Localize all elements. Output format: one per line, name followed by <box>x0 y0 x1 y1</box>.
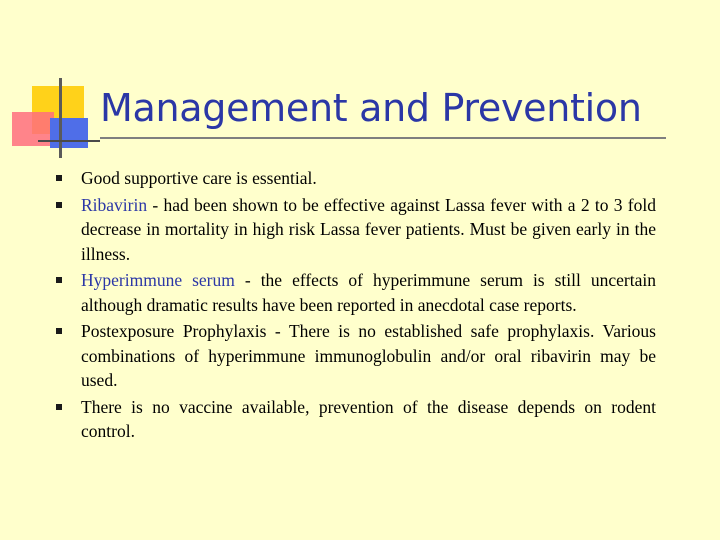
bullet-text: - the effects of hyperimmune serum is still uncertain although dramatic results have been reported in anecdotal case reports. <box>81 270 656 315</box>
slide-title: Management and Prevention <box>100 86 642 130</box>
bullet-text: - had been shown to be effective against Lassa fever with a 2 to 3 fold decrease in mortality in high risk Lassa fever patients. Must be given early in the illness. <box>81 194 656 264</box>
vertical-line-decoration <box>59 78 62 158</box>
square-bullet-icon <box>56 202 62 208</box>
square-bullet-icon <box>56 404 62 410</box>
bullet-item <box>52 268 656 317</box>
bullet-item <box>52 166 656 191</box>
bullet-lead-term: Ribavirin <box>81 194 148 215</box>
blue-square-decoration <box>50 118 88 148</box>
bullet-lead-term: Hyperimmune serum <box>81 270 235 290</box>
bullet-text: There is no vaccine available, prevention of the disease depends on rodent control. <box>81 396 656 441</box>
bullet-text: Good supportive care is essential. <box>81 168 317 188</box>
bullet-item <box>52 319 656 393</box>
bullet-text: Postexposure Prophylaxis - There is no established safe prophylaxis. Various combinations of hyperimmune immunoglobulin and/or oral ribavirin may be used. <box>81 321 656 390</box>
square-bullet-icon <box>56 277 62 283</box>
title-underline <box>100 137 666 139</box>
square-bullet-icon <box>56 175 62 181</box>
square-bullet-icon <box>56 328 62 334</box>
horizontal-line-decoration <box>38 140 100 142</box>
bullet-item <box>52 395 656 444</box>
bullet-item <box>52 193 656 267</box>
bullet-list <box>52 166 656 446</box>
